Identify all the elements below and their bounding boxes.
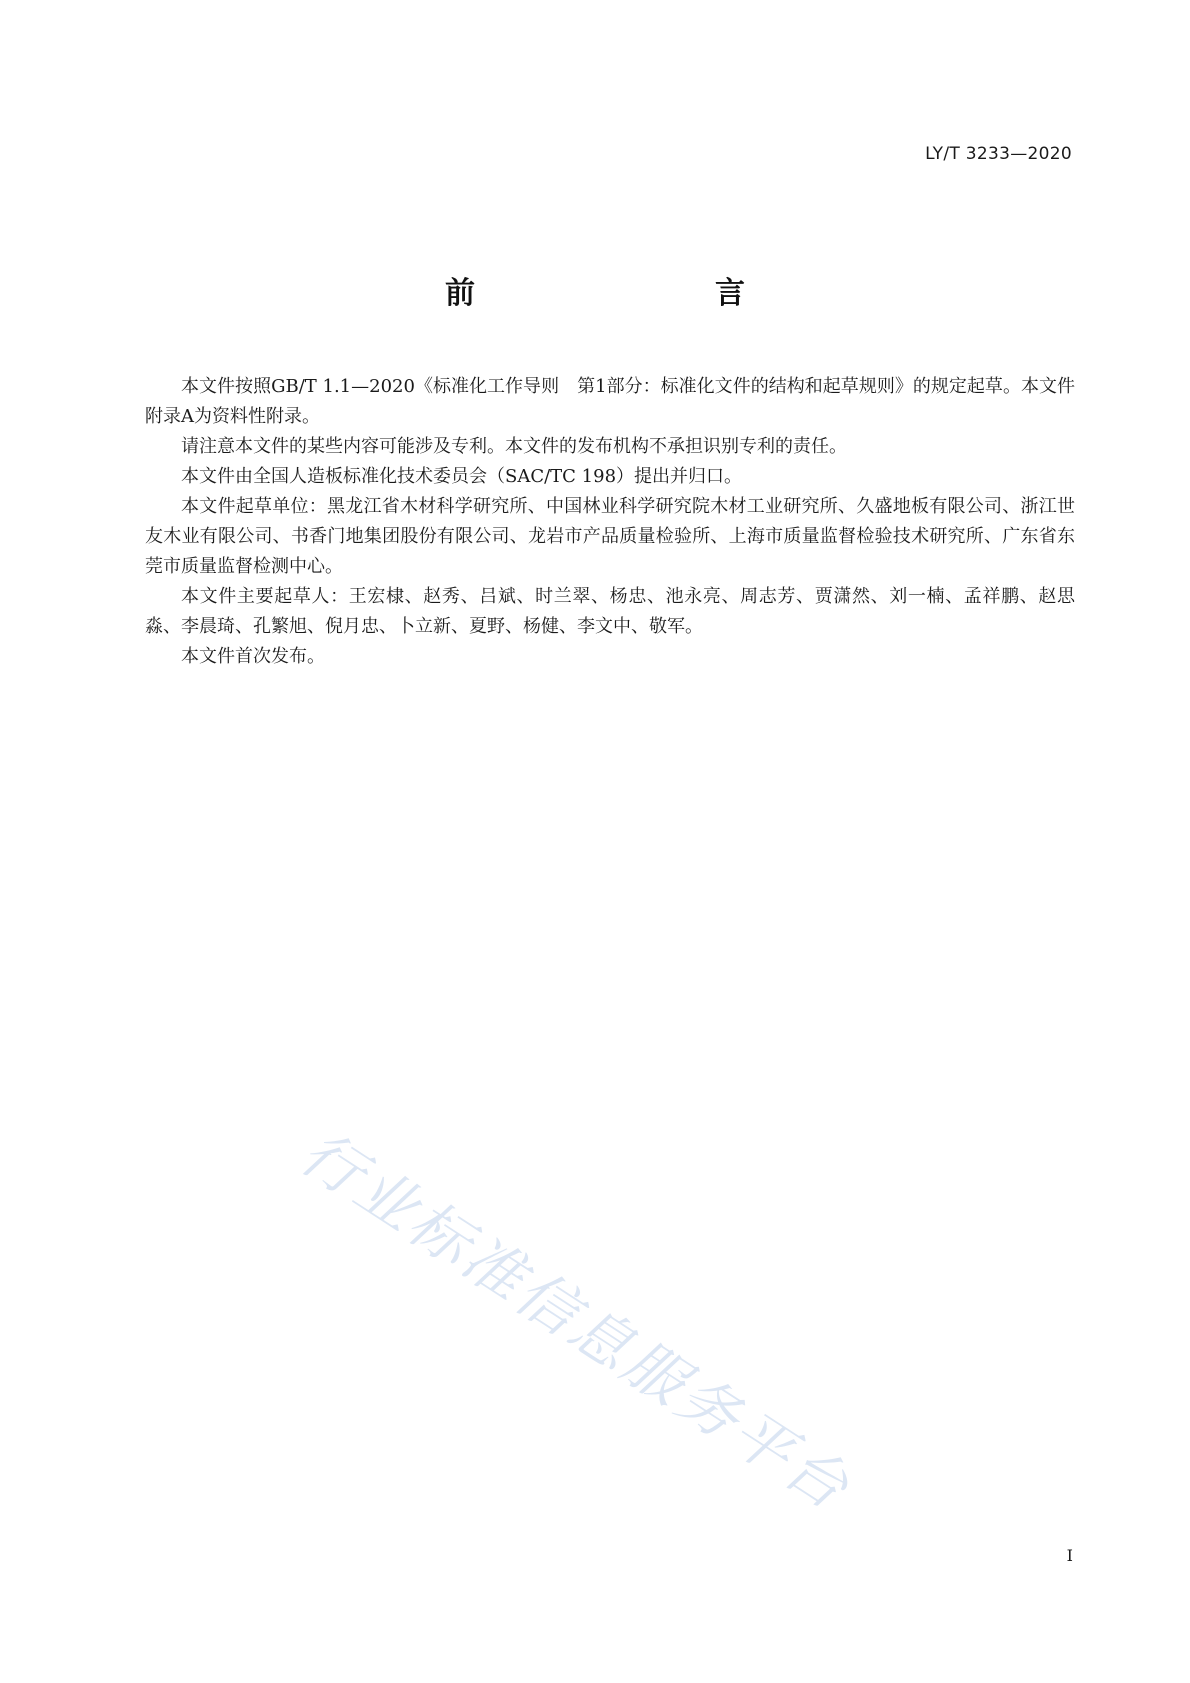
paragraph-first-release: 本文件首次发布。 [181, 646, 325, 667]
paragraph-drafting-units: 本文件起草单位：黑龙江省木材科学研究所、中国林业科学研究院木材工业研究所、久盛地板有限公司、浙江世友木业有限公司、书香门地集团股份有限公司、龙岩市产品质量检验所、上海市质量监督检验技术研究所、广东省东莞市质量监督检测中心。 [145, 496, 1075, 577]
watermark: 行业标准信息服务平台 [288, 1117, 864, 1526]
standard-code: LY/T 3233—2020 [925, 144, 1072, 164]
paragraph-drafters: 本文件主要起草人：王宏棣、赵秀、吕斌、时兰翠、杨忠、池永亮、周志芳、贾潇然、刘一楠、孟祥鹏、赵思淼、李晨琦、孔繁旭、倪月忠、卜立新、夏野、杨健、李文中、敬军。 [145, 586, 1075, 637]
paragraph-proposer: 本文件由全国人造板标准化技术委员会（SAC/TC 198）提出并归口。 [181, 466, 743, 487]
foreword-body [145, 372, 1075, 672]
paragraph-drafting-rules: 本文件按照GB/T 1.1—2020《标准化工作导则 第1部分：标准化文件的结构和起草规则》的规定起草。本文件附录A为资料性附录。 [145, 376, 1075, 427]
page-number: I [1066, 1546, 1073, 1565]
paragraph-patent-notice: 请注意本文件的某些内容可能涉及专利。本文件的发布机构不承担识别专利的责任。 [181, 436, 847, 457]
page-title: 前 言 [445, 276, 805, 311]
